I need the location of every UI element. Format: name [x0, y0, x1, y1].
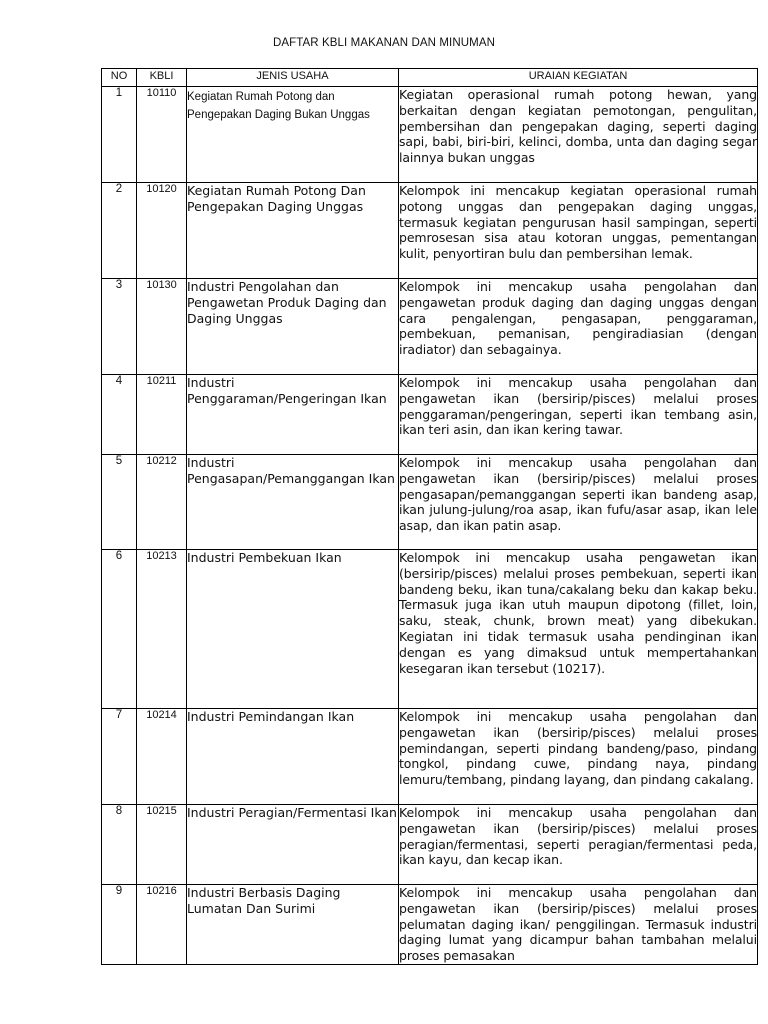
table-row — [102, 183, 758, 279]
table-row — [102, 550, 758, 709]
row-jenis-usaha: Kegiatan Rumah Potong dan Pengepakan Daging Bukan Unggas — [187, 87, 399, 183]
row-jenis-usaha: Industri Pengasapan/Pemanggangan Ikan — [187, 455, 399, 550]
row-jenis-usaha: Industri Berbasis Daging Lumatan Dan Surimi — [187, 885, 399, 965]
row-no: 4 — [102, 375, 137, 455]
row-uraian-kegiatan: Kelompok ini mencakup usaha pengolahan dan pengawetan ikan (bersirip/pisces) melalui proses pengasapan/pemanggangan seperti ikan bandeng asap, ikan julung-julung/roa asap, ikan fufu/asar asap, ikan lele asap, dan ikan patin asap. — [399, 455, 758, 550]
row-kbli-code: 10216 — [137, 885, 187, 965]
table-row — [102, 87, 758, 183]
row-uraian-kegiatan: Kelompok ini mencakup usaha pengolahan dan pengawetan produk daging dan daging unggas dengan cara pengalengan, pengasapan, penggaraman, pembekuan, pemanisan, pengiradiasian (dengan iradiator) dan sebagainya. — [399, 279, 758, 375]
row-no: 8 — [102, 805, 137, 885]
row-uraian-kegiatan: Kelompok ini mencakup kegiatan operasional rumah potong unggas dan pengepakan daging unggas, termasuk kegiatan pengurusan hasil sampingan, seperti pemrosesan sisa atau kotoran unggas, pementangan kulit, penyortiran bulu dan pembersihan lemak. — [399, 183, 758, 279]
table-row — [102, 885, 758, 965]
row-kbli-code: 10110 — [137, 87, 187, 183]
header-no: NO — [102, 69, 137, 87]
row-no: 6 — [102, 550, 137, 709]
table-row — [102, 805, 758, 885]
row-no: 7 — [102, 709, 137, 805]
table-row — [102, 709, 758, 805]
kbli-table — [101, 68, 758, 965]
row-jenis-usaha: Industri Pemindangan Ikan — [187, 709, 399, 805]
row-no: 2 — [102, 183, 137, 279]
header-uraian-kegiatan: URAIAN KEGIATAN — [399, 69, 758, 87]
row-jenis-usaha: Industri Peragian/Fermentasi Ikan — [187, 805, 399, 885]
table-header-row — [102, 69, 758, 87]
row-uraian-kegiatan: Kelompok ini mencakup usaha pengawetan ikan (bersirip/pisces) melalui proses pembekuan, seperti ikan bandeng beku, ikan tuna/cakalang beku dan kakap beku. Termasuk juga ikan utuh maupun dipotong (fillet, loin, saku, steak, chunk, brown meat) yang dibekukan. Kegiatan ini tidak termasuk usaha pendinginan ikan dengan es yang dimaksud untuk mempertahankan kesegaran ikan tersebut (10217). — [399, 550, 758, 709]
row-kbli-code: 10214 — [137, 709, 187, 805]
row-kbli-code: 10215 — [137, 805, 187, 885]
row-kbli-code: 10130 — [137, 279, 187, 375]
table-row — [102, 375, 758, 455]
document-title: DAFTAR KBLI MAKANAN DAN MINUMAN — [272, 37, 496, 49]
header-kbli: KBLI — [137, 69, 187, 87]
row-uraian-kegiatan: Kegiatan operasional rumah potong hewan, yang berkaitan dengan kegiatan pemotongan, pengulitan, pembersihan dan pengepakan daging, seperti daging sapi, babi, biri-biri, kelinci, domba, unta dan daging segar lainnya bukan unggas — [399, 87, 758, 183]
row-jenis-usaha: Industri Pembekuan Ikan — [187, 550, 399, 709]
row-kbli-code: 10213 — [137, 550, 187, 709]
row-no: 3 — [102, 279, 137, 375]
row-kbli-code: 10211 — [137, 375, 187, 455]
row-kbli-code: 10212 — [137, 455, 187, 550]
row-no: 9 — [102, 885, 137, 965]
row-jenis-usaha: Industri Pengolahan dan Pengawetan Produk Daging dan Daging Unggas — [187, 279, 399, 375]
header-jenis-usaha: JENIS USAHA — [187, 69, 399, 87]
row-no: 1 — [102, 87, 137, 183]
row-uraian-kegiatan: Kelompok ini mencakup usaha pengolahan dan pengawetan ikan (bersirip/pisces) melalui proses peragian/fermentasi, seperti peragian/fermentasi peda, ikan kayu, dan kecap ikan. — [399, 805, 758, 885]
row-no: 5 — [102, 455, 137, 550]
row-uraian-kegiatan: Kelompok ini mencakup usaha pengolahan dan pengawetan ikan (bersirip/pisces) melalui proses pemindangan, seperti pindang bandeng/paso, pindang tongkol, pindang cuwe, pindang naya, pindang lemuru/tembang, pindang layang, dan pindang cakalang. — [399, 709, 758, 805]
row-uraian-kegiatan: Kelompok ini mencakup usaha pengolahan dan pengawetan ikan (bersirip/pisces) melalui proses penggaraman/pengeringan, seperti ikan tembang asin, ikan teri asin, dan ikan kering tawar. — [399, 375, 758, 455]
table-row — [102, 455, 758, 550]
row-kbli-code: 10120 — [137, 183, 187, 279]
row-jenis-usaha: Industri Penggaraman/Pengeringan Ikan — [187, 375, 399, 455]
table-row — [102, 279, 758, 375]
row-uraian-kegiatan: Kelompok ini mencakup usaha pengolahan dan pengawetan ikan (bersirip/pisces) melalui proses pelumatan daging ikan/ penggilingan. Termasuk industri daging lumat yang dicampur bahan tambahan melalui proses pemasakan — [399, 885, 757, 964]
row-jenis-usaha: Kegiatan Rumah Potong Dan Pengepakan Daging Unggas — [187, 183, 399, 279]
